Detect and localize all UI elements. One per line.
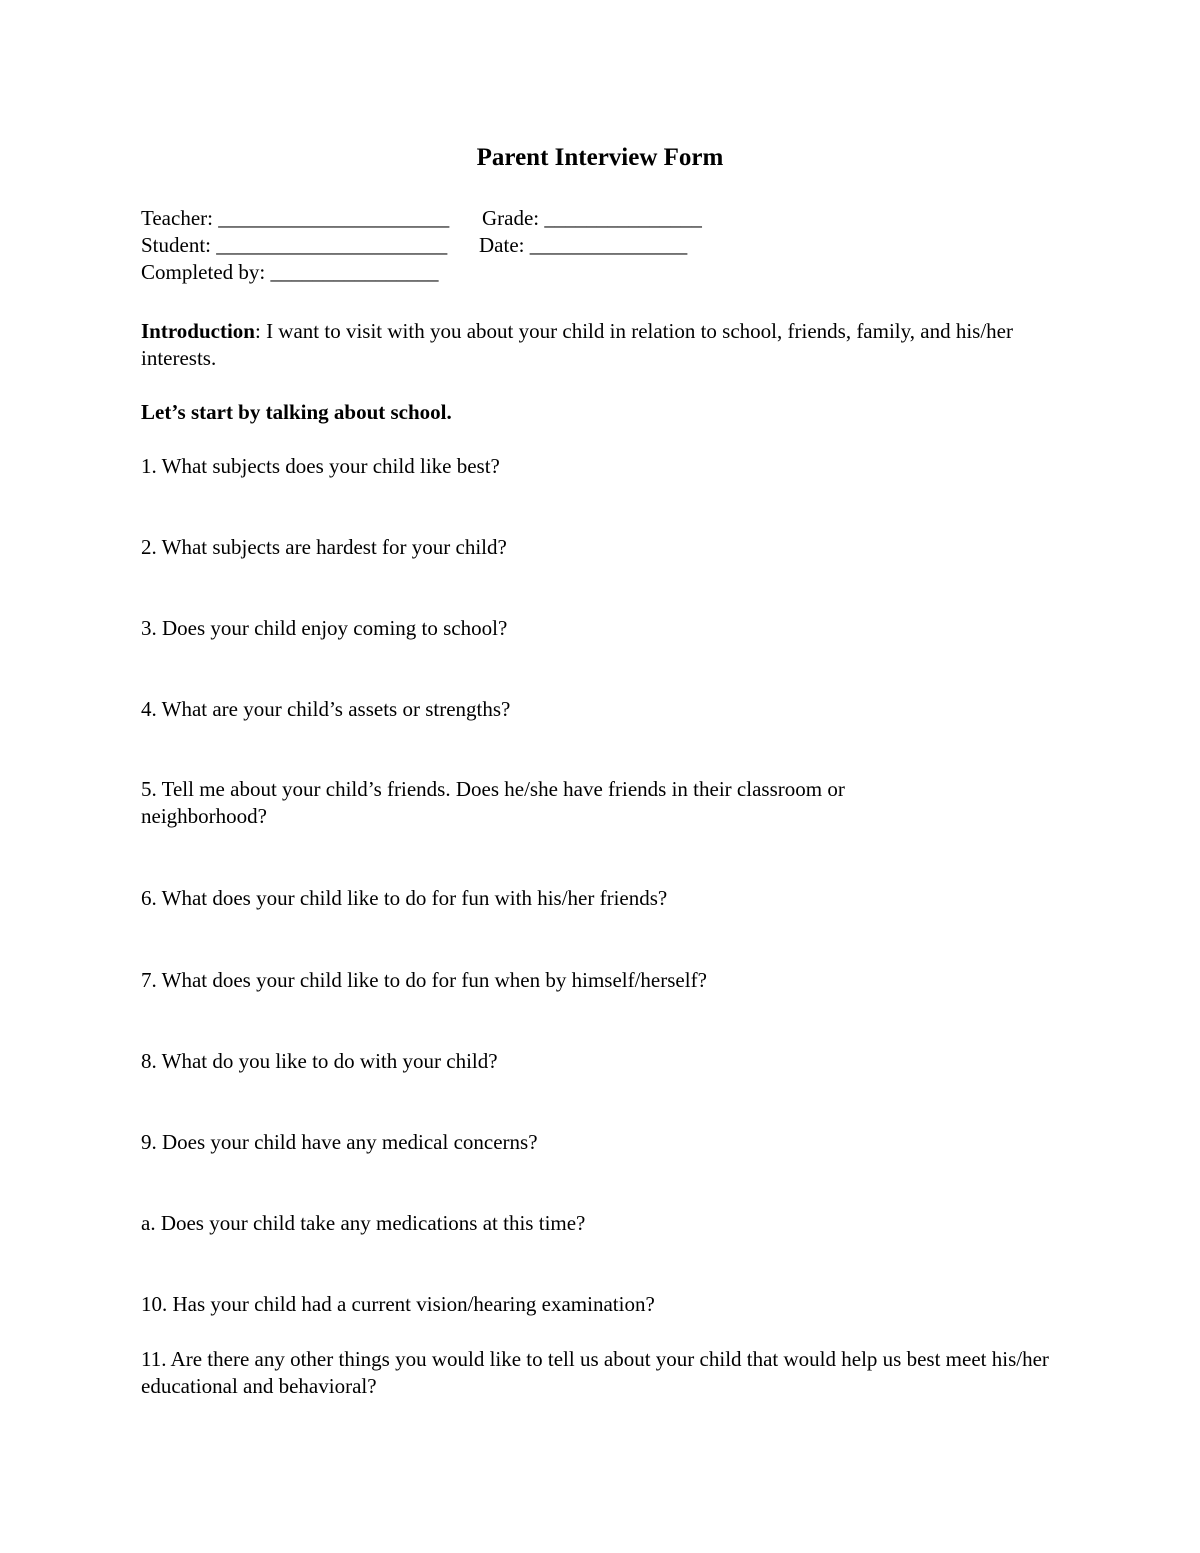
grade-row bbox=[482, 205, 702, 232]
question-2: 2. What subjects are hardest for your child? bbox=[141, 535, 507, 559]
question-9a: a. Does your child take any medications at this time? bbox=[141, 1211, 586, 1235]
teacher-label: Teacher: bbox=[141, 206, 213, 230]
question-5: 5. Tell me about your child’s friends. Does he/she have friends in their classroom or neighborhood? bbox=[141, 777, 845, 828]
grade-label: Grade: bbox=[482, 206, 540, 230]
date-label: Date: bbox=[479, 233, 525, 257]
completed-by-row bbox=[141, 259, 439, 286]
date-row bbox=[479, 232, 687, 259]
question-3: 3. Does your child enjoy coming to school? bbox=[141, 616, 508, 640]
question-11: 11. Are there any other things you would like to tell us about your child that would help us best meet his/her educational and behavioral? bbox=[141, 1347, 1049, 1398]
question-1: 1. What subjects does your child like best? bbox=[141, 454, 500, 478]
student-field[interactable]: ______________________ bbox=[216, 233, 448, 257]
teacher-row bbox=[141, 205, 449, 232]
question-6: 6. What does your child like to do for fun with his/her friends? bbox=[141, 886, 668, 910]
question-8: 8. What do you like to do with your child? bbox=[141, 1049, 498, 1073]
question-4: 4. What are your child’s assets or strengths? bbox=[141, 697, 511, 721]
introduction-label: Introduction bbox=[141, 319, 255, 343]
completed-by-field[interactable]: ________________ bbox=[270, 260, 439, 284]
section-heading: Let’s start by talking about school. bbox=[141, 400, 452, 424]
date-field[interactable]: _______________ bbox=[529, 233, 688, 257]
question-7: 7. What does your child like to do for fun when by himself/herself? bbox=[141, 968, 707, 992]
page-title: Parent Interview Form bbox=[476, 144, 724, 171]
teacher-field[interactable]: ______________________ bbox=[218, 206, 450, 230]
grade-field[interactable]: _______________ bbox=[544, 206, 702, 230]
introduction-text: : I want to visit with you about your child in relation to school, friends, family, and his/her interests. bbox=[141, 319, 1013, 370]
question-10: 10. Has your child had a current vision/hearing examination? bbox=[141, 1292, 655, 1316]
student-label: Student: bbox=[141, 233, 212, 257]
introduction-paragraph bbox=[141, 318, 1071, 372]
question-9: 9. Does your child have any medical concerns? bbox=[141, 1130, 538, 1154]
student-row bbox=[141, 232, 447, 259]
completed-by-label: Completed by: bbox=[141, 260, 266, 284]
